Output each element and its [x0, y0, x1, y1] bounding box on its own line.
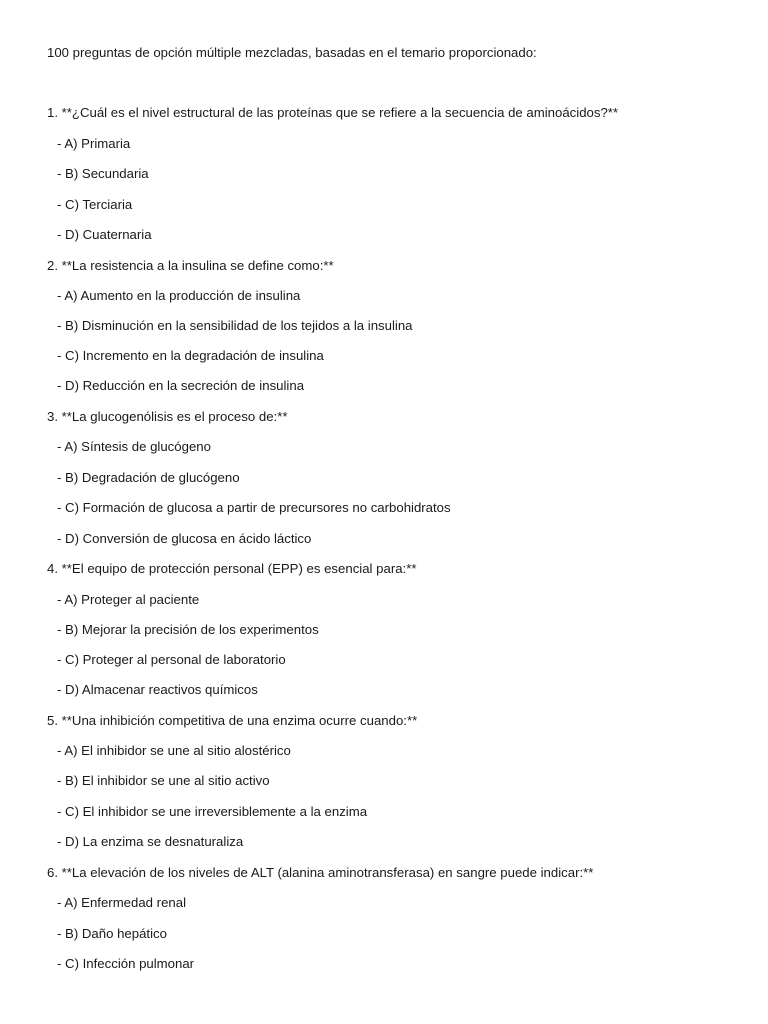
question-3-option-a: - A) Síntesis de glucógeno [57, 439, 211, 454]
question-6-option-c: - C) Infección pulmonar [57, 956, 195, 971]
question-6: 6. **La elevación de los niveles de ALT (alanina aminotransferasa) en sangre puede indicar:** [47, 865, 594, 880]
question-4-option-c: - C) Proteger al personal de laboratorio [57, 652, 286, 667]
question-2-option-d: - D) Reducción en la secreción de insulina [57, 378, 305, 393]
question-3-option-c: - C) Formación de glucosa a partir de precursores no carbohidratos [57, 500, 451, 515]
question-3-option-b: - B) Degradación de glucógeno [57, 470, 240, 485]
question-1-option-c: - C) Terciaria [57, 197, 133, 212]
question-2-option-a: - A) Aumento en la producción de insulina [57, 288, 301, 303]
question-1-option-b: - B) Secundaria [57, 166, 149, 181]
question-5-option-b: - B) El inhibidor se une al sitio activo [57, 773, 270, 788]
question-4-option-b: - B) Mejorar la precisión de los experimentos [57, 622, 319, 637]
question-2-option-c: - C) Incremento en la degradación de insulina [57, 348, 324, 363]
question-6-option-b: - B) Daño hepático [57, 926, 167, 941]
question-4-option-d: - D) Almacenar reactivos químicos [57, 682, 258, 697]
question-6-option-a: - A) Enfermedad renal [57, 895, 187, 910]
question-5-option-c: - C) El inhibidor se une irreversiblemente a la enzima [57, 804, 368, 819]
question-4-option-a: - A) Proteger al paciente [57, 592, 200, 607]
question-1-option-a: - A) Primaria [57, 136, 131, 151]
question-1-option-d: - D) Cuaternaria [57, 227, 152, 242]
document-intro: 100 preguntas de opción múltiple mezcladas, basadas en el temario proporcionado: [47, 45, 537, 60]
question-4: 4. **El equipo de protección personal (EPP) es esencial para:** [47, 561, 417, 576]
question-3-option-d: - D) Conversión de glucosa en ácido láctico [57, 531, 312, 546]
question-1: 1. **¿Cuál es el nivel estructural de las proteínas que se refiere a la secuencia de aminoácidos?** [47, 105, 619, 120]
question-5: 5. **Una inhibición competitiva de una enzima ocurre cuando:** [47, 713, 418, 728]
question-2-option-b: - B) Disminución en la sensibilidad de los tejidos a la insulina [57, 318, 413, 333]
question-2: 2. **La resistencia a la insulina se define como:** [47, 258, 334, 273]
question-5-option-a: - A) El inhibidor se une al sitio alostérico [57, 743, 291, 758]
question-5-option-d: - D) La enzima se desnaturaliza [57, 834, 244, 849]
question-3: 3. **La glucogenólisis es el proceso de:** [47, 409, 288, 424]
